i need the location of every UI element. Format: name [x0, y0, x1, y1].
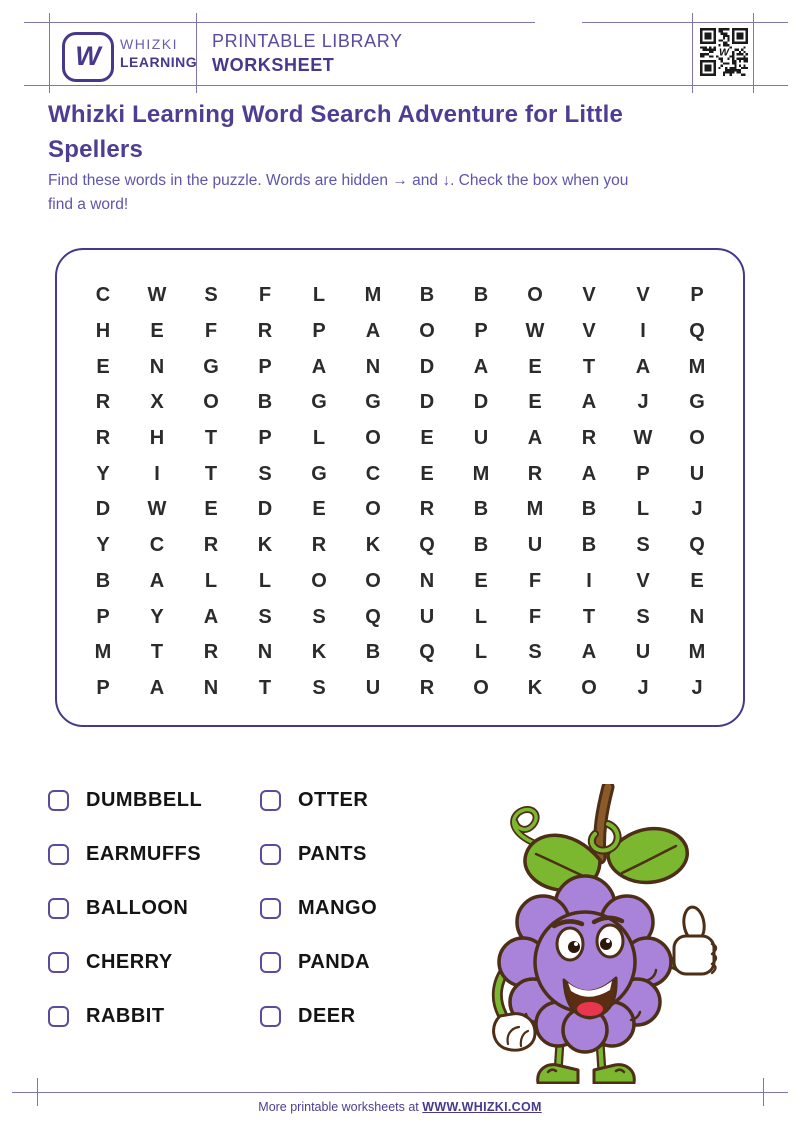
puzzle-letter: O [203, 391, 219, 414]
puzzle-letter: M [526, 498, 544, 521]
puzzle-letter: L [312, 427, 326, 450]
puzzle-letter: A [365, 320, 381, 343]
puzzle-letter: U [527, 534, 543, 557]
header-doc-type: WORKSHEET [212, 55, 335, 75]
puzzle-letter: D [419, 355, 435, 378]
puzzle-letter: I [154, 462, 160, 485]
crop-mark [753, 13, 754, 93]
puzzle-letter: A [149, 676, 165, 699]
puzzle-letter: D [95, 498, 111, 521]
puzzle-letter: G [203, 355, 219, 378]
puzzle-letter: A [311, 355, 327, 378]
puzzle-letter: R [581, 427, 597, 450]
puzzle-letter: K [257, 534, 273, 557]
puzzle-letter: A [527, 427, 543, 450]
puzzle-letter: U [473, 427, 489, 450]
puzzle-letter: B [473, 284, 489, 307]
puzzle-letter: O [365, 427, 381, 450]
puzzle-letter: A [473, 355, 489, 378]
word-checkbox[interactable] [48, 790, 69, 811]
word-checkbox[interactable] [48, 952, 69, 973]
puzzle-letter: H [149, 427, 165, 450]
puzzle-letter: W [633, 427, 653, 450]
puzzle-letter: R [203, 534, 219, 557]
puzzle-letter: S [636, 605, 650, 628]
word-item [260, 896, 377, 920]
puzzle-letter: E [528, 355, 542, 378]
puzzle-letter: J [637, 391, 649, 414]
puzzle-letter: T [582, 355, 596, 378]
puzzle-letter: P [312, 320, 326, 343]
puzzle-letter: T [204, 427, 218, 450]
puzzle-letter: D [473, 391, 489, 414]
puzzle-letter: A [581, 391, 597, 414]
puzzle-letter: B [419, 284, 435, 307]
puzzle-letter: K [311, 641, 327, 664]
qr-code-icon [700, 28, 748, 76]
puzzle-letter: A [203, 605, 219, 628]
crop-mark [24, 85, 788, 86]
puzzle-letter: E [420, 462, 434, 485]
word-checkbox[interactable] [48, 898, 69, 919]
page-title-line2: Spellers [48, 136, 143, 163]
puzzle-letter: Q [365, 605, 381, 628]
puzzle-letter: S [258, 462, 272, 485]
puzzle-letter: O [365, 569, 381, 592]
word-label: MANGO [298, 896, 378, 919]
word-item [48, 788, 202, 812]
word-checkbox[interactable] [48, 844, 69, 865]
puzzle-letter: L [204, 569, 218, 592]
puzzle-letter: B [581, 534, 597, 557]
grape-mascot-svg [488, 784, 756, 1084]
puzzle-letter: I [640, 320, 646, 343]
puzzle-letter: C [365, 462, 381, 485]
puzzle-letter: O [311, 569, 327, 592]
puzzle-letter: G [311, 391, 327, 414]
puzzle-letter: F [258, 284, 272, 307]
puzzle-letter: R [419, 498, 435, 521]
word-item [260, 788, 377, 812]
puzzle-letter: Q [419, 641, 435, 664]
puzzle-letter: O [365, 498, 381, 521]
puzzle-letter: P [96, 605, 110, 628]
word-label: CHERRY [86, 950, 173, 973]
word-checkbox[interactable] [260, 952, 281, 973]
puzzle-letter: O [689, 427, 705, 450]
puzzle-letter: L [636, 498, 650, 521]
puzzle-letter: O [527, 284, 543, 307]
puzzle-letter: H [95, 320, 111, 343]
puzzle-letter: P [258, 427, 272, 450]
puzzle-letter: M [94, 641, 112, 664]
puzzle-letter: R [257, 320, 273, 343]
puzzle-letter: T [258, 676, 272, 699]
puzzle-letter: D [257, 498, 273, 521]
puzzle-letter: B [473, 498, 489, 521]
puzzle-letter: T [582, 605, 596, 628]
word-list-column-2 [260, 788, 377, 1028]
crop-mark [24, 22, 535, 23]
puzzle-panel [55, 248, 745, 727]
puzzle-letter: L [474, 605, 488, 628]
puzzle-letter: F [528, 569, 542, 592]
puzzle-letter: W [147, 498, 167, 521]
puzzle-letter: M [688, 355, 706, 378]
puzzle-letter: O [581, 676, 597, 699]
puzzle-letter: O [419, 320, 435, 343]
footer-text [0, 1100, 800, 1114]
puzzle-letter: P [258, 355, 272, 378]
puzzle-letter: S [312, 605, 326, 628]
word-item [260, 842, 377, 866]
footer-link[interactable]: WWW.WHIZKI.COM [422, 1100, 542, 1114]
word-label: PANDA [298, 950, 371, 973]
puzzle-letter: Y [96, 462, 110, 485]
puzzle-letter: B [473, 534, 489, 557]
puzzle-letter: Q [689, 320, 705, 343]
puzzle-letter: J [637, 676, 649, 699]
puzzle-letter: F [528, 605, 542, 628]
word-list-column-1 [48, 788, 202, 1028]
puzzle-letter: B [365, 641, 381, 664]
puzzle-letter: S [636, 534, 650, 557]
word-item [48, 1004, 202, 1028]
puzzle-letter: T [204, 462, 218, 485]
puzzle-letter: R [95, 391, 111, 414]
puzzle-letter: N [689, 605, 705, 628]
puzzle-letter: U [419, 605, 435, 628]
puzzle-letter: V [582, 284, 596, 307]
word-label: DEER [298, 1004, 356, 1027]
puzzle-letter: A [149, 569, 165, 592]
word-item [260, 950, 377, 974]
puzzle-letter: S [258, 605, 272, 628]
puzzle-letter: V [582, 320, 596, 343]
puzzle-letter: V [636, 284, 650, 307]
puzzle-letter: C [95, 284, 111, 307]
puzzle-letter: L [258, 569, 272, 592]
brand-logo [62, 32, 114, 82]
puzzle-letter: E [474, 569, 488, 592]
puzzle-letter: E [312, 498, 326, 521]
puzzle-letter: W [525, 320, 545, 343]
word-item [48, 950, 202, 974]
instructions-line2: find a word! [48, 196, 129, 213]
puzzle-letter: I [586, 569, 592, 592]
puzzle-letter: A [635, 355, 651, 378]
puzzle-letter: P [636, 462, 650, 485]
crop-mark [196, 13, 197, 93]
puzzle-letter: U [365, 676, 381, 699]
puzzle-letter: M [364, 284, 382, 307]
puzzle-letter: B [257, 391, 273, 414]
word-label: BALLOON [86, 896, 189, 919]
puzzle-letter: P [96, 676, 110, 699]
puzzle-letter: A [581, 641, 597, 664]
word-label: PANTS [298, 842, 367, 865]
puzzle-letter: Y [96, 534, 110, 557]
puzzle-letter: N [149, 355, 165, 378]
puzzle-letter: E [420, 427, 434, 450]
crop-mark [12, 1092, 788, 1093]
word-checkbox[interactable] [260, 790, 281, 811]
puzzle-grid [76, 278, 724, 706]
puzzle-letter: P [474, 320, 488, 343]
puzzle-letter: R [311, 534, 327, 557]
puzzle-letter: B [581, 498, 597, 521]
puzzle-letter: Y [150, 605, 164, 628]
word-item [48, 842, 202, 866]
brand-monogram-icon: W [75, 40, 101, 71]
puzzle-letter: G [365, 391, 381, 414]
puzzle-letter: Q [689, 534, 705, 557]
word-label: DUMBBELL [86, 788, 203, 811]
puzzle-letter: K [365, 534, 381, 557]
puzzle-letter: B [95, 569, 111, 592]
puzzle-letter: X [150, 391, 164, 414]
puzzle-letter: L [474, 641, 488, 664]
puzzle-letter: L [312, 284, 326, 307]
puzzle-letter: V [636, 569, 650, 592]
word-label: RABBIT [86, 1004, 165, 1027]
puzzle-letter: N [257, 641, 273, 664]
instructions-text [48, 169, 758, 217]
puzzle-letter: U [689, 462, 705, 485]
word-item [48, 896, 202, 920]
puzzle-letter: R [95, 427, 111, 450]
puzzle-letter: D [419, 391, 435, 414]
puzzle-letter: K [527, 676, 543, 699]
puzzle-letter: J [691, 676, 703, 699]
word-checkbox[interactable] [260, 1006, 281, 1027]
page-title [48, 97, 758, 167]
grape-mascot-illustration [488, 784, 756, 1084]
puzzle-letter: C [149, 534, 165, 557]
puzzle-letter: E [690, 569, 704, 592]
puzzle-letter: E [528, 391, 542, 414]
header-eyebrow: PRINTABLE LIBRARY [212, 31, 403, 51]
puzzle-letter: P [690, 284, 704, 307]
puzzle-letter: E [204, 498, 218, 521]
puzzle-letter: S [312, 676, 326, 699]
puzzle-letter: G [311, 462, 327, 485]
puzzle-letter: A [581, 462, 597, 485]
brand-suffix: LEARNING [120, 54, 198, 70]
word-label: OTTER [298, 788, 369, 811]
puzzle-letter: R [203, 641, 219, 664]
puzzle-letter: R [527, 462, 543, 485]
puzzle-letter: S [204, 284, 218, 307]
brand-name: WHIZKI [120, 36, 178, 52]
puzzle-letter: M [688, 641, 706, 664]
puzzle-letter: W [147, 284, 167, 307]
puzzle-letter: E [96, 355, 110, 378]
puzzle-letter: N [419, 569, 435, 592]
puzzle-letter: G [689, 391, 705, 414]
puzzle-letter: O [473, 676, 489, 699]
page-title-line1: Whizki Learning Word Search Adventure for Little [48, 101, 623, 128]
instructions-line1: Find these words in the puzzle. Words are hidden → and ↓. Check the box when you [48, 172, 629, 189]
word-checkbox[interactable] [260, 898, 281, 919]
puzzle-letter: E [150, 320, 164, 343]
crop-mark [49, 13, 50, 93]
puzzle-letter: R [419, 676, 435, 699]
crop-mark [582, 22, 788, 23]
puzzle-letter: S [528, 641, 542, 664]
svg-text:W: W [719, 46, 729, 59]
puzzle-letter: U [635, 641, 651, 664]
word-checkbox[interactable] [48, 1006, 69, 1027]
puzzle-letter: T [150, 641, 164, 664]
crop-mark [692, 13, 693, 93]
word-item [260, 1004, 377, 1028]
footer-prefix: More printable worksheets at [258, 1100, 419, 1114]
puzzle-letter: F [204, 320, 218, 343]
puzzle-letter: J [691, 498, 703, 521]
puzzle-letter: M [472, 462, 490, 485]
puzzle-letter: N [203, 676, 219, 699]
puzzle-letter: N [365, 355, 381, 378]
word-label: EARMUFFS [86, 842, 202, 865]
puzzle-letter: Q [419, 534, 435, 557]
word-checkbox[interactable] [260, 844, 281, 865]
